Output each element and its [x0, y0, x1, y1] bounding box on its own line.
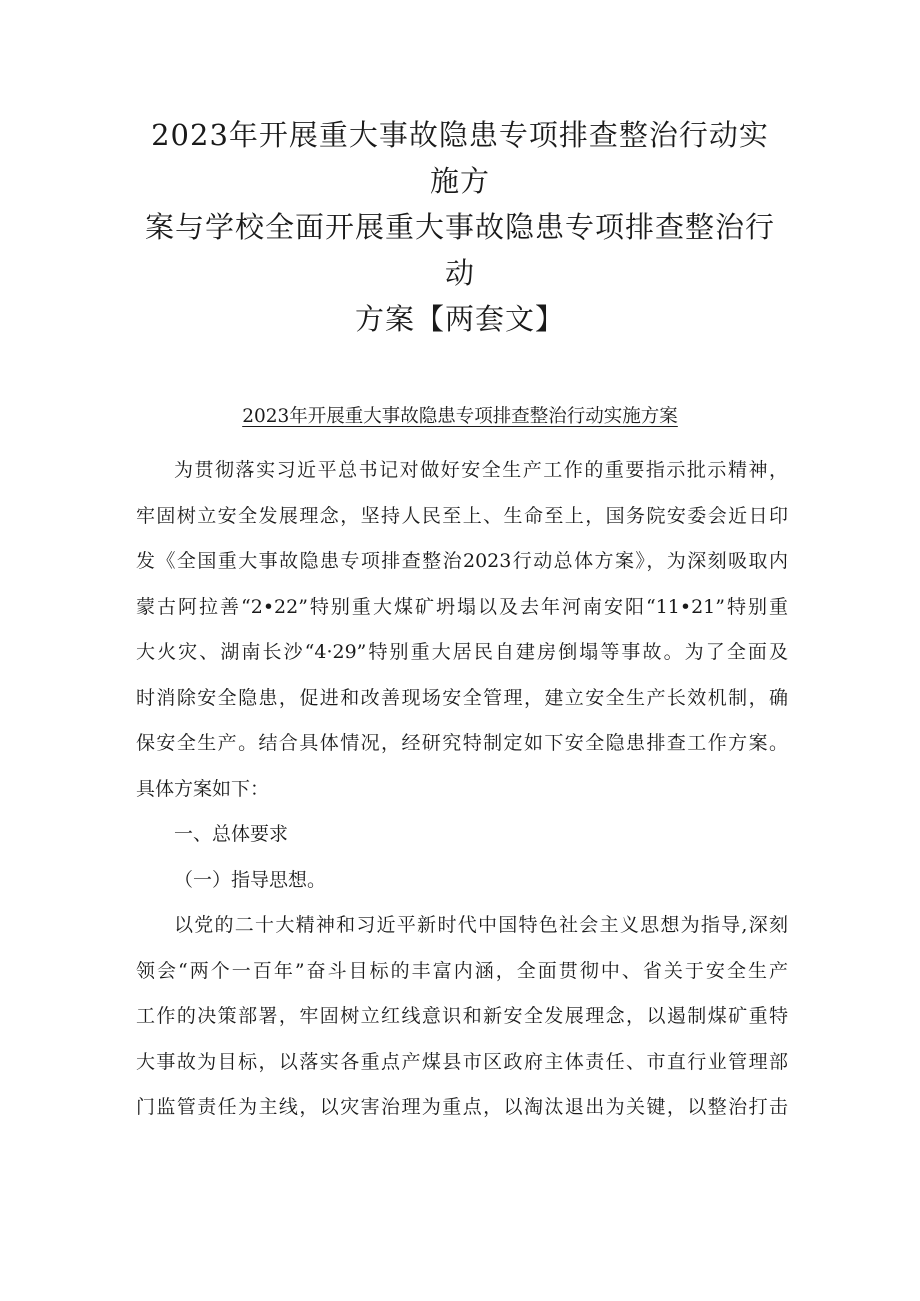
- document-title: [140, 112, 780, 342]
- paragraph-line: 保安全生产。结合具体情况，经研究特制定如下安全隐患排查工作方案。: [136, 732, 788, 754]
- paragraph-line: 具体方案如下：: [136, 777, 270, 800]
- section-title: 2023年开展重大事故隐患专项排查整治行动实施方案: [242, 406, 678, 427]
- paragraph-line: 大火灾、湖南长沙“4·29”特别重大居民自建房倒塌等事故。为了全面及: [136, 641, 788, 663]
- paragraph-line: 大事故为目标，以落实各重点产煤县市区政府主体责任、市直行业管理部: [136, 1050, 788, 1073]
- title-line: 案与学校全面开展重大事故隐患专项排查整治行动: [144, 210, 775, 290]
- heading-line: 一、总体要求: [174, 823, 289, 845]
- title-line: 2023年开展重大事故隐患专项排查整治行动实施方: [151, 118, 769, 198]
- document-body: [136, 448, 788, 1131]
- paragraph-line: 时消除安全隐患，促进和改善现场安全管理，建立安全生产长效机制，确: [136, 686, 788, 709]
- subheading-line: （一）指导思想。: [174, 868, 327, 891]
- paragraph-line: 门监管责任为主线，以灾害治理为重点，以淘汰退出为关键，以整治打击: [136, 1096, 788, 1118]
- paragraph-line: 为贯彻落实习近平总书记对做好安全生产工作的重要指示批示精神，: [174, 459, 788, 481]
- paragraph-line: 领会“两个一百年”奋斗目标的丰富内涵，全面贯彻中、省关于安全生产: [136, 959, 788, 982]
- paragraph-line: 牢固树立安全发展理念，坚持人民至上、生命至上，国务院安委会近日印: [136, 504, 788, 527]
- paragraph-line: 发《全国重大事故隐患专项排查整治2023行动总体方案》，为深刻吸取内: [136, 550, 788, 572]
- paragraph-line: 以党的二十大精神和习近平新时代中国特色社会主义思想为指导,深刻: [174, 914, 788, 936]
- paragraph-line: 工作的决策部署，牢固树立红线意识和新安全发展理念，以遏制煤矿重特: [136, 1005, 788, 1027]
- paragraph-line: 蒙古阿拉善“2•22”特别重大煤矿坍塌以及去年河南安阳“11•21”特别重: [136, 595, 788, 618]
- title-line: 方案【两套文】: [354, 302, 565, 336]
